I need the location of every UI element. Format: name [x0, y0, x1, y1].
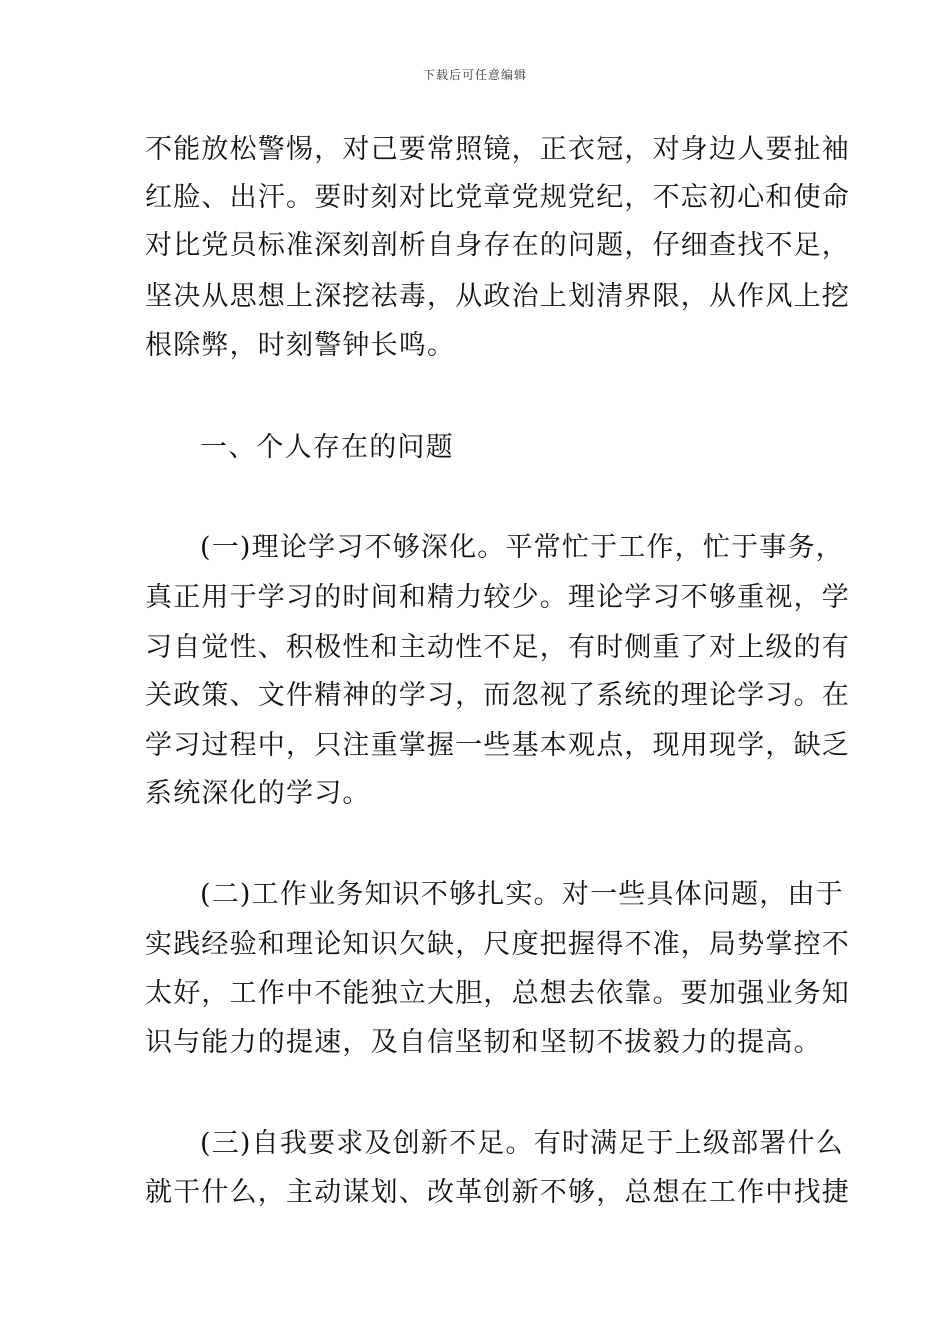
- paragraph-1-line-5: 根除弊，时刻警钟长鸣。: [145, 330, 456, 361]
- paragraph-2-line-1: (一)理论学习不够深化。平常忙于工作，忙于事务，: [200, 532, 844, 563]
- section-heading: 一、个人存在的问题: [200, 432, 454, 463]
- paragraph-4-line-2: 就干什么，主动谋划、改革创新不够，总想在工作中找捷: [145, 1177, 850, 1208]
- paragraph-2-line-3: 习自觉性、积极性和主动性不足，有时侧重了对上级的有: [145, 632, 850, 663]
- header-note: 下载后可任意编辑: [422, 68, 527, 82]
- paragraph-1-line-3: 对比党员标准深刻剖析自身存在的问题，仔细查找不足，: [145, 230, 850, 261]
- paragraph-4-line-1: (三)自我要求及创新不足。有时满足于上级部署什么: [200, 1128, 844, 1159]
- paragraph-2-line-2: 真正用于学习的时间和精力较少。理论学习不够重视，学: [145, 582, 850, 613]
- paragraph-3-line-2: 实践经验和理论知识欠缺，尺度把握得不准，局势掌控不: [145, 929, 850, 960]
- paragraph-2-line-5: 学习过程中，只注重掌握一些基本观点，现用现学，缺乏: [145, 730, 850, 761]
- paragraph-3-line-4: 识与能力的提速，及自信坚韧和坚韧不拔毅力的提高。: [145, 1027, 822, 1058]
- paragraph-1-line-4: 坚决从思想上深挖祛毒，从政治上划清界限，从作风上挖: [145, 281, 850, 312]
- paragraph-3-line-3: 太好，工作中不能独立大胆，总想去依靠。要加强业务知: [145, 978, 850, 1009]
- paragraph-2-line-4: 关政策、文件精神的学习，而忽视了系统的理论学习。在: [145, 680, 850, 711]
- paragraph-2-line-6: 系统深化的学习。: [145, 778, 371, 809]
- paragraph-1-line-1: 不能放松警惕，对己要常照镜，正衣冠，对身边人要扯袖: [145, 134, 850, 165]
- paragraph-1-line-2: 红脸、出汗。要时刻对比党章党规党纪，不忘初心和使命: [145, 182, 850, 213]
- paragraph-3-line-1: (二)工作业务知识不够扎实。对一些具体问题，由于: [200, 879, 844, 910]
